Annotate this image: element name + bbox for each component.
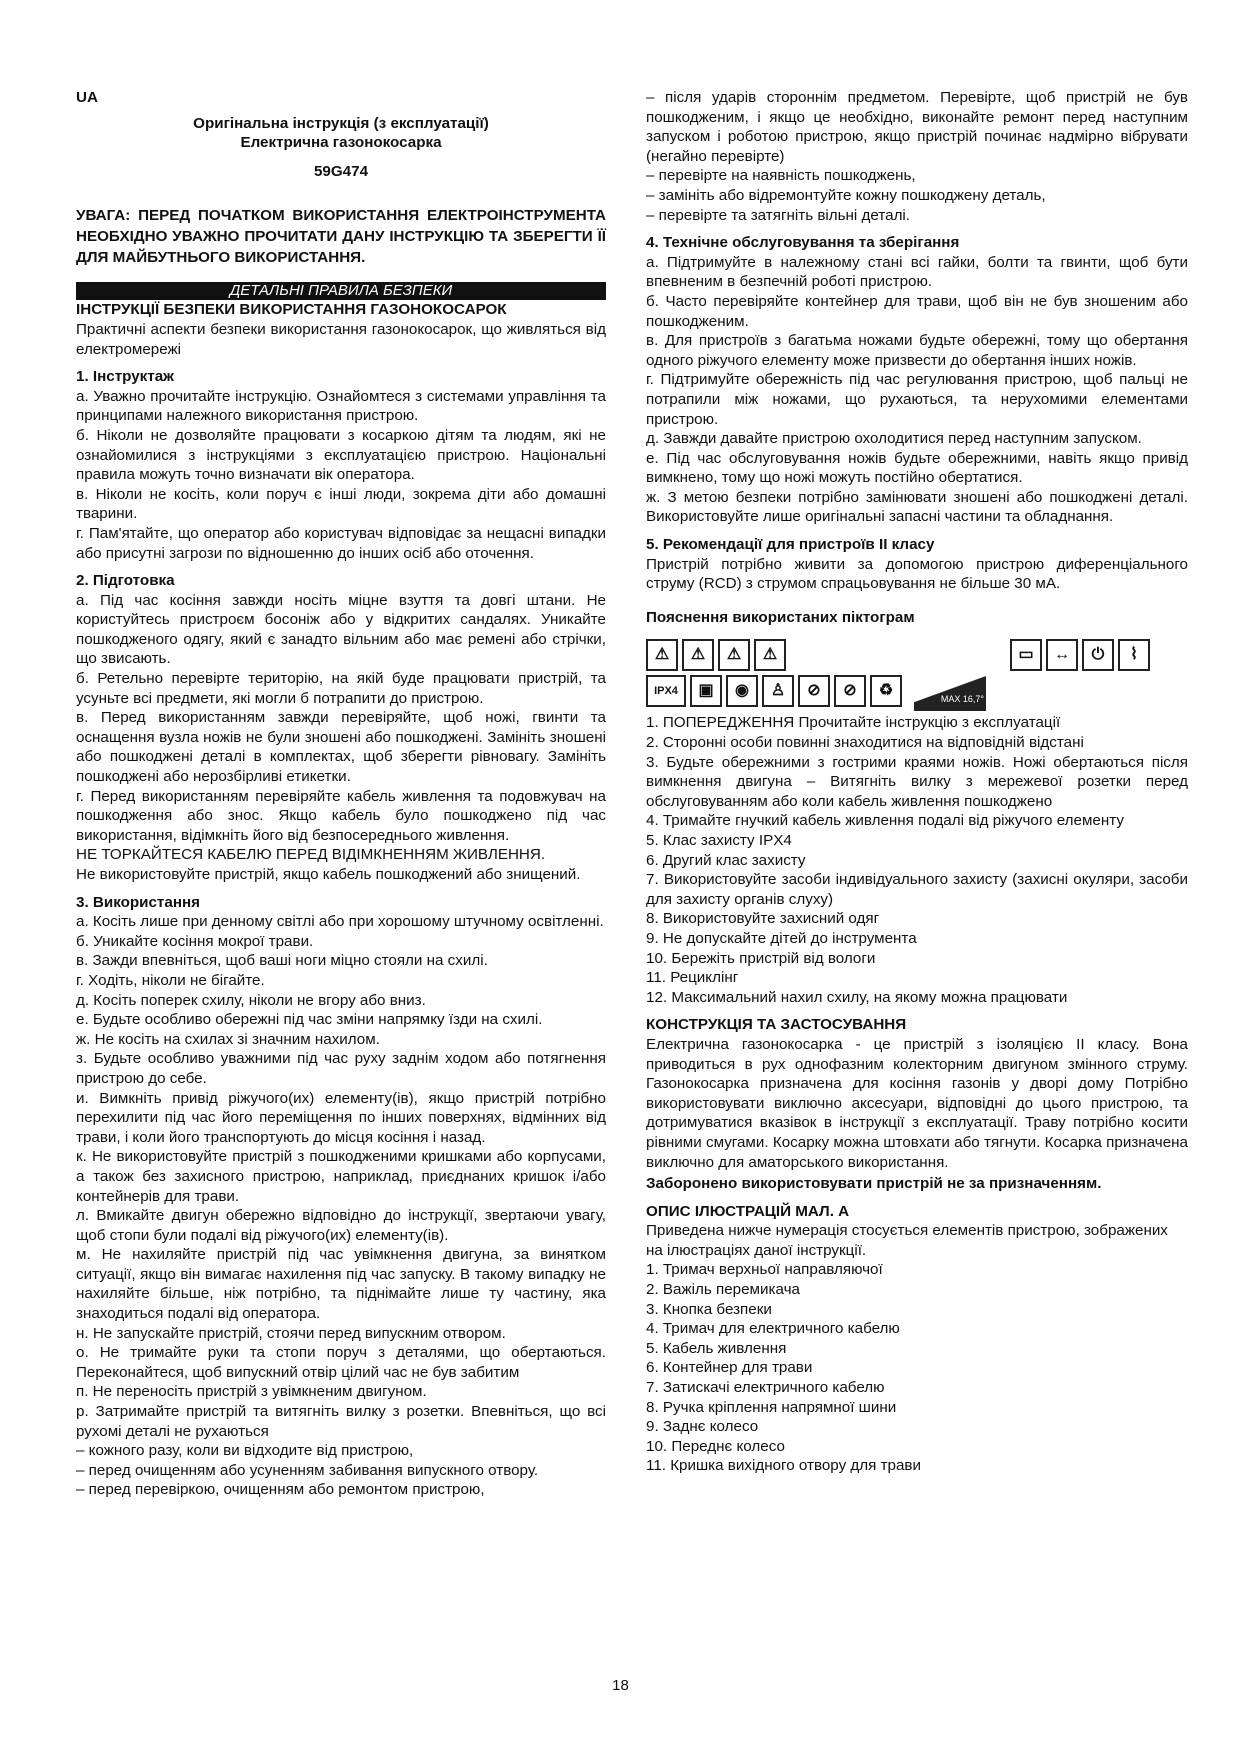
list-item: 6. Другий клас захисту [646,851,806,869]
bystanders-icon: ⚠ [682,639,714,671]
list-item: 3. Будьте обережними з гострими краями ножів. Ножі обертаються після вимкнення двигуна – Витягніть вилку з мережевої розетки перед обслуговуванням або коли кабель живлення пошкоджено [646,753,1188,810]
safety-heading: ІНСТРУКЦІЇ БЕЗПЕКИ ВИКОРИСТАННЯ ГАЗОНОКОСАРОК [76,301,507,319]
list-item: 5. Клас захисту IPX4 [646,832,792,849]
s1-c: в. Ніколи не косіть, коли поруч є інші люди, зокрема діти або домашні тварини. [76,485,606,523]
list-item: – перевірте на наявність пошкоджень, [646,167,916,185]
list-item: – перед очищенням або усуненням забивання випускного отвору. [76,1461,539,1479]
list-item: в. Зажди впевніться, щоб ваші ноги міцно стояли на схилі. [76,952,488,970]
list-item: – після ударів стороннім предметом. Перевірте, щоб пристрій не був пошкодженим, і якщо це необхідно, виконайте ремонт перед наступним запуском і роботою пристрою, якщо пристрій починає надмірно вібрувати (негайно перевірте) [646,89,1188,165]
list-item: 6. Контейнер для трави [646,1359,813,1377]
list-item: 11. Кришка вихідного отвору для трави [646,1457,921,1475]
list-item: ж. З метою безпеки потрібно замінювати зношені або пошкоджені деталі. Використовуйте лише оригінальні запасні частини та обладнання. [646,488,1188,526]
illustrations-intro: Приведена нижче нумерація стосується елементів пристрою, зображених на ілюстраціях даної інструкції. [646,1222,1168,1259]
doc-subtitle: Електрична газонокосарка [240,134,442,152]
list-item: а. Косіть лише при денному світлі або при хорошому штучному освітленні. [76,913,604,931]
list-item: д. Косіть поперек схилу, ніколи не вгору або вниз. [76,991,426,1009]
s2-title: 2. Підготовка [76,572,175,590]
list-item: р. Затримайте пристрій та витягніть вилку з розетки. Впевніться, що всі рухомі деталі не рухаються [76,1403,606,1440]
s4-title: 4. Технічне обслуговування та зберігання [646,234,960,252]
cable-icon: ⌇ [1118,639,1150,671]
recycling-icon: ♻ [870,675,902,707]
continued-list [646,88,1188,225]
list-item: 11. Рециклінг [646,969,739,987]
list-item: 8. Використовуйте захисний одяг [646,910,880,928]
no-rain-icon: ⊘ [834,675,866,707]
warning-text: УВАГА: ПЕРЕД ПОЧАТКОМ ВИКОРИСТАННЯ ЕЛЕКТРОІНСТРУМЕНТА НЕОБХІДНО УВАЖНО ПРОЧИТАТИ ДАНУ ІНСТРУКЦІЮ ТА ЗБЕРЕГТИ ЇЇ ДЛЯ МАЙБУТНЬОГО ВИКОРИСТАННЯ. [76,207,606,267]
s3-title: 3. Використання [76,893,201,911]
list-item: п. Не переносіть пристрій з увімкненим двигуном. [76,1383,427,1401]
pictogram-list [646,713,1188,1007]
construction-text: Електрична газонокосарка - це пристрій з ізоляцією ІІ класу. Вона приводиться в рух однофазним колекторним двигуном змінного струму. Газонокосарка призначена для косіння газонів у дворі дому Потрібно використовувати виключно аксесуари, відповідні до цього пристрою, та дотримуватися вказівок в інструкції з експлуатації. Траву потрібно косити рівними смугами. Косарку можна штовхати або тягнути. Косарка призначена виключно для аматорського використання. [646,1035,1188,1171]
list-item: а. Підтримуйте в належному стані всі гайки, болти та гвинти, щоб бути впевненим в безпечній роботі пристрою. [646,253,1188,291]
list-item: г. Ходіть, ніколи не бігайте. [76,971,265,989]
list-item: 2. Важіль перемикача [646,1281,800,1299]
list-item: 8. Ручка кріплення напрямної шини [646,1398,897,1416]
unplug-icon: ⏻ [1082,639,1114,671]
s2-a: а. Під час косіння завжди носіть міцне взуття та довгі штани. Не користуйтесь пристроєм босоніж або у відкритих сандалях. Уникайте пошкодженого одягу, який є занадто вільним або має ремені або стрічки, що звисають. [76,591,606,668]
list-item: з. Будьте особливо уважними під час руху заднім ходом або потягнення пристрою до себе. [76,1050,606,1087]
list-item: б. Уникайте косіння мокрої трави. [76,932,314,950]
class-ii-icon: ▣ [690,675,722,707]
warning-triangle-icon: ⚠ [646,639,678,671]
list-item: 12. Максимальний нахил схилу, на якому можна працювати [646,988,1068,1006]
cable-warning-icon: ⚠ [754,639,786,671]
goggles-icon: ◉ [726,675,758,707]
right-column [646,88,1188,1476]
s1-b: б. Ніколи не дозволяйте працювати з косаркою дітям та людям, які не ознайомилися з інструкціями з експлуатацією пристрою. Національні правила можуть точно визначати вік оператора. [76,426,606,484]
list-item: 10. Бережіть пристрій від вологи [646,949,876,967]
s2-b: б. Ретельно перевірте територію, на якій буде працювати пристрій, та усуньте всі предмети, які могли б потрапити до пристрою. [76,670,606,707]
clothing-icon: ♙ [762,675,794,707]
list-item: 3. Кнопка безпеки [646,1300,772,1318]
s5-text: Пристрій потрібно живити за допомогою пристрою диференціального струму (RCD) з струмом спрацьовування не більше 30 мА. [646,555,1188,593]
s1-title: 1. Інструктаж [76,368,174,386]
list-item: – перед перевіркою, очищенням або ремонтом пристрою, [76,1481,485,1499]
slope-icon: MAX 16,7° [914,673,986,711]
list-item: – кожного разу, коли ви відходите від пристрою, [76,1442,414,1460]
doc-title: Оригінальна інструкція (з експлуатації) [193,114,489,132]
list-item: 1. ПОПЕРЕДЖЕННЯ Прочитайте інструкцію з експлуатації [646,714,1061,732]
list-item: г. Підтримуйте обережність під час регулювання пристрою, щоб пальці не потрапили між ножами, що рухаються, та нерухомими елементами пристрою. [646,371,1188,428]
list-item: и. Вимкніть привід ріжучого(их) елементу(ів), якщо пристрій потрібно перехилити під час його переміщення по інших поверхнях, відмінних від трави, і коли його транспортують до місця косіння і назад. [76,1089,606,1146]
list-item: 4. Тримайте гнучкий кабель живлення подалі від ріжучого елементу [646,812,1124,830]
list-item: 4. Тримач для електричного кабелю [646,1320,900,1338]
list-item: 7. Використовуйте засоби індивідуального захисту (захисні окуляри, засоби для захисту органів слуху) [646,871,1188,908]
pictograms-title: Пояснення використаних піктограм [646,608,915,626]
s3-list [76,912,606,1500]
list-item: к. Не використовуйте пристрій з пошкодженими кришками або корпусами, а також без захисного пристрою, наприклад, приєднаних кришок і/або контейнерів для трави. [76,1148,606,1205]
list-item: 9. Заднє колесо [646,1418,759,1436]
language-code: UA [76,89,98,106]
distance-icon: ↔ [1046,639,1078,671]
s5-title: 5. Рекомендації для пристроїв ІІ класу [646,536,935,554]
list-item: ж. Не косіть на схилах зі значним нахилом. [76,1030,380,1048]
s4-list [646,253,1188,527]
s2-d: г. Перед використанням перевіряйте кабель живлення та подовжувач на пошкодження або знос. Якщо кабель було пошкоджено під час використання, відімкніть його від безпосереднього живлення. [76,787,606,844]
s1-d: г. Пам'ятайте, що оператор або користувач відповідає за нещасні випадки або присутні загрози по відношенню до інших осіб або оточення. [76,524,606,562]
blade-warning-icon: ⚠ [718,639,750,671]
s2-e: Не використовуйте пристрій, якщо кабель пошкоджений або знищений. [76,866,581,883]
list-item: б. Часто перевіряйте контейнер для трави, щоб він не був зношеним або пошкодженим. [646,292,1188,330]
model-number: 59G474 [313,162,369,180]
list-item: 2. Сторонні особи повинні знаходитися на відповідній відстані [646,734,1084,752]
list-item: е. Під час обслуговування ножів будьте обережними, навіть якщо привід вимкнено, тому що ножі можуть постійно обертатися. [646,449,1188,487]
list-item: 10. Переднє колесо [646,1437,785,1455]
s1-a: а. Уважно прочитайте інструкцію. Ознайомтеся з системами управління та принципами належного використання пристрою. [76,387,606,425]
s2-c: в. Перед використанням завжди перевіряйте, щоб ножі, гвинти та оснащення вузла ножів не були зношені або пошкоджені. Замініть зношені або пошкоджені деталі в комплектах, щоб зберегти рівновагу. Замініть пошкоджені або нерозбірливі етикетки. [76,709,606,786]
list-item: м. Не нахиляйте пристрій під час увімкнення двигуна, за винятком ситуації, якщо він вимагає нахилення під час запуску. В такому випадку не нахиляйте більше, ніж потрібно, та піднімайте лише ту частину, яка знаходиться подалі від оператора. [76,1246,606,1323]
list-item: 7. Затискачі електричного кабелю [646,1379,885,1397]
list-item: в. Для пристроїв з багатьма ножами будьте обережні, тому що обертання одного ріжучого елементу може призвести до обертання інших ножів. [646,332,1188,369]
list-item: н. Не запускайте пристрій, стоячи перед випускним отвором. [76,1324,506,1342]
left-column [76,88,606,1500]
pictogram-strip [646,637,1186,711]
construction-title: КОНСТРУКЦІЯ ТА ЗАСТОСУВАННЯ [646,1016,907,1034]
illustrations-list [646,1260,1188,1476]
illustrations-title: ОПИС ІЛЮСТРАЦІЙ МАЛ. А [646,1202,850,1220]
list-item: е. Будьте особливо обережні під час зміни напрямку їзди на схилі. [76,1011,543,1029]
list-item: д. Завжди давайте пристрою охолодитися перед наступним запуском. [646,430,1142,448]
list-item: 1. Тримач верхньої направляючої [646,1261,883,1279]
section-bar: ДЕТАЛЬНІ ПРАВИЛА БЕЗПЕКИ [76,282,606,300]
no-children-icon: ⊘ [798,675,830,707]
ipx4-icon: IPX4 [646,675,686,707]
manual-icon: ▭ [1010,639,1042,671]
list-item: о. Не тримайте руки та стопи поруч з деталями, що обертаються. Переконайтеся, щоб випускний отвір цілий час не був забитим [76,1344,606,1381]
construction-bold: Заборонено використовувати пристрій не за призначенням. [646,1175,1102,1193]
list-item: 5. Кабель живлення [646,1339,787,1357]
list-item: 9. Не допускайте дітей до інструмента [646,929,917,947]
safety-intro: Практичні аспекти безпеки використання газонокосарок, що живляться від електромережі [76,320,606,358]
list-item: – перевірте та затягніть вільні деталі. [646,206,911,224]
s2-caps: НЕ ТОРКАЙТЕСЯ КАБЕЛЮ ПЕРЕД ВІДІМКНЕННЯМ ЖИВЛЕННЯ. [76,846,546,864]
list-item: л. Вмикайте двигун обережно відповідно до інструкції, звертаючи увагу, щоб стопи були подалі від ріжучого(их) елементу(ів). [76,1207,606,1244]
list-item: – замініть або відремонтуйте кожну пошкоджену деталь, [646,186,1046,204]
page-number: 18 [612,1677,629,1694]
